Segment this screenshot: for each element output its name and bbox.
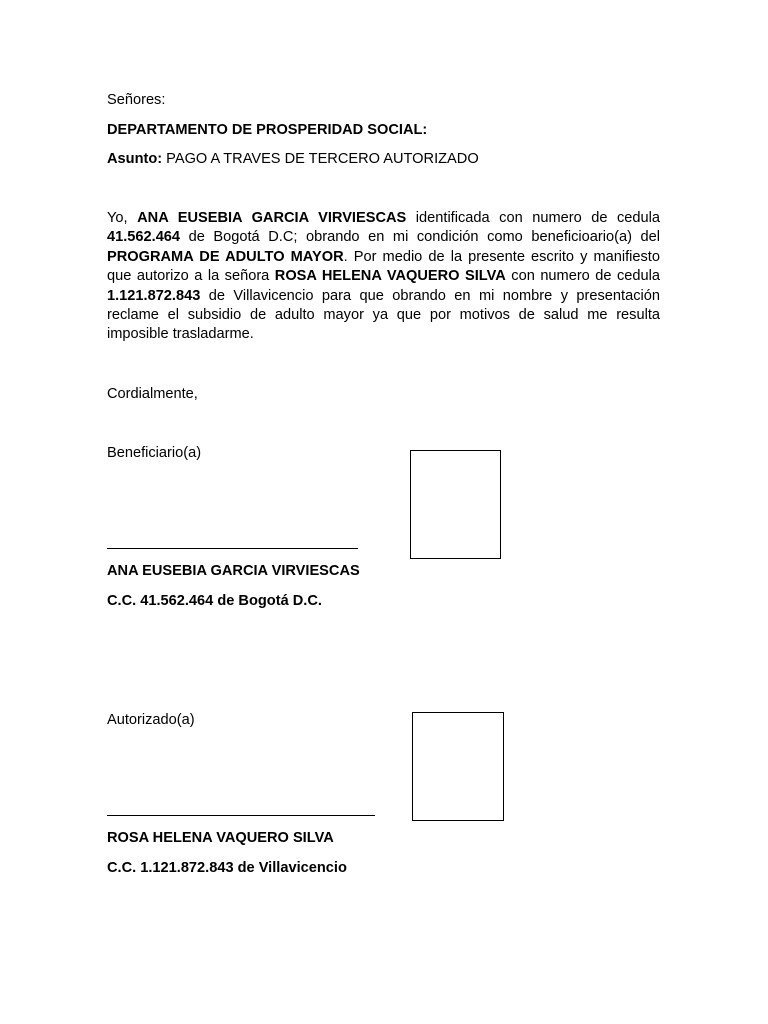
body-paragraph: [107, 209, 660, 345]
authorized-id: C.C. 1.121.872.843 de Villavicencio: [107, 860, 347, 876]
body-text: con numero de cedula: [505, 268, 661, 285]
beneficiary-signature-line: [107, 548, 358, 549]
beneficiary-role-label: Beneficiario(a): [107, 445, 202, 461]
body-text: . Por medio de la presente escrito y manifiesto que autorizo a la señora: [107, 248, 660, 285]
recipient: DEPARTAMENTO DE PROSPERIDAD SOCIAL:: [107, 122, 428, 138]
authorized-signature-line: [107, 815, 375, 816]
subject-text: PAGO A TRAVES DE TERCERO AUTORIZADO: [162, 151, 479, 167]
subject-label: Asunto:: [107, 151, 163, 167]
beneficiary-name: ANA EUSEBIA GARCIA VIRVIESCAS: [107, 563, 360, 579]
beneficiary-id-inline: 41.562.464: [107, 229, 181, 246]
subject-line: [107, 150, 479, 169]
body-text: de Villavicencio para que obrando en mi nombre y presentación reclame el subsidio de adulto mayor ya que por motivos de salud me resulta imposible trasladarme.: [107, 287, 660, 343]
body-text: identificada con numero de cedula: [406, 210, 660, 226]
beneficiary-id: C.C. 41.562.464 de Bogotá D.C.: [107, 593, 322, 609]
authorized-id-inline: 1.121.872.843: [107, 287, 201, 304]
beneficiary-fingerprint-box: [410, 450, 501, 559]
authorized-name-inline: ROSA HELENA VAQUERO SILVA: [274, 268, 506, 285]
authorized-fingerprint-box: [412, 712, 504, 821]
beneficiary-name-inline: ANA EUSEBIA GARCIA VIRVIESCAS: [137, 210, 407, 226]
program-name: PROGRAMA DE ADULTO MAYOR: [107, 248, 344, 265]
body-text: Yo,: [107, 210, 138, 226]
body-text: de Bogotá D.C; obrando en mi condición como beneficioario(a) del: [180, 229, 660, 246]
authorized-role-label: Autorizado(a): [107, 712, 195, 728]
salutation: Señores:: [107, 92, 166, 108]
authorized-name: ROSA HELENA VAQUERO SILVA: [107, 830, 334, 846]
closing: Cordialmente,: [107, 386, 198, 402]
